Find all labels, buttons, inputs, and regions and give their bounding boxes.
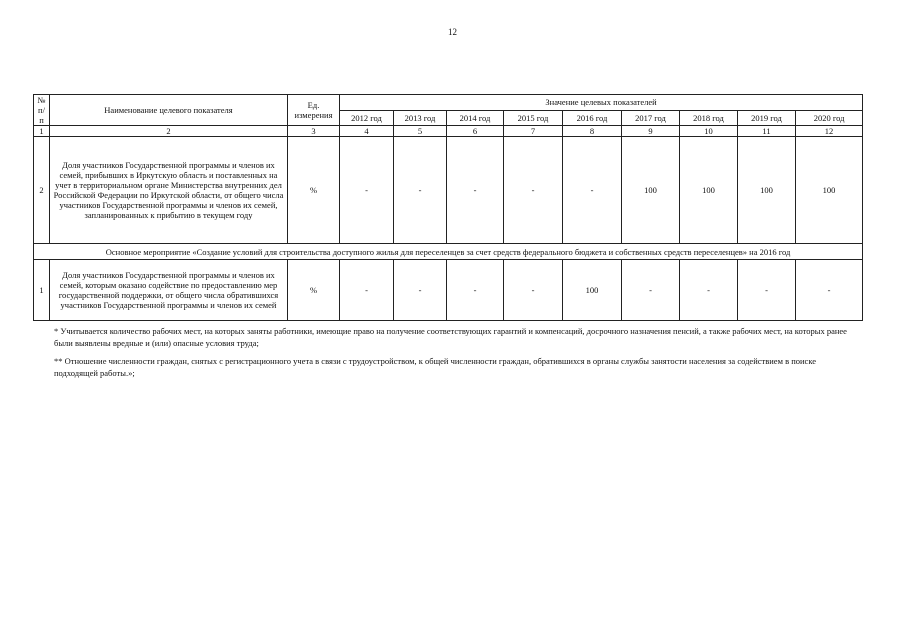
header-values-group: Значение целевых показателей: [340, 95, 863, 111]
footnote: ** Отношение численности граждан, снятых с регистрационного учета в связи с трудоустройством, к общей численности граждан, обратившихся в органы службы занятости населения за содействием в поиске подходящей работы.»;: [54, 356, 817, 378]
row-number: 2: [34, 137, 50, 244]
header-year: 2015 год: [504, 110, 563, 126]
column-number: 7: [504, 126, 563, 137]
column-number: 4: [340, 126, 394, 137]
indicator-value: -: [680, 260, 738, 321]
column-number: 1: [34, 126, 50, 137]
indicator-value: -: [340, 137, 394, 244]
header-year: 2012 год: [340, 110, 394, 126]
column-number: 5: [394, 126, 447, 137]
header-year: 2020 год: [796, 110, 863, 126]
indicator-value: -: [563, 137, 622, 244]
footnote: * Учитывается количество рабочих мест, на которых заняты работники, имеющие право на получение соответствующих гарантий и компенсаций, досрочного назначения пенсий, а также рабочих мест, на которых ранее были выявлены вредные и (или) опасные условия труда;: [54, 326, 847, 348]
column-number: 11: [738, 126, 796, 137]
header-year: 2016 год: [563, 110, 622, 126]
indicator-value: 100: [622, 137, 680, 244]
column-number: 2: [50, 126, 288, 137]
indicator-value: -: [340, 260, 394, 321]
header-year: 2013 год: [394, 110, 447, 126]
column-number: 9: [622, 126, 680, 137]
indicator-value: -: [796, 260, 863, 321]
header-unit: Ед. измерения: [288, 95, 340, 126]
indicator-value: -: [394, 260, 447, 321]
section-title-row: [34, 244, 863, 260]
header-year: 2019 год: [738, 110, 796, 126]
header-no: № п/п: [34, 95, 50, 126]
column-number-row: [34, 126, 863, 137]
indicator-unit: %: [288, 260, 340, 321]
indicator-name: Доля участников Государственной программы и членов их семей, которым оказано содействие по предоставлению мер государственной поддержки, от общего числа обратившихся участников Государственной программы и членов их семей: [50, 260, 288, 321]
row-number: 1: [34, 260, 50, 321]
column-number: 12: [796, 126, 863, 137]
header-row-1: [34, 95, 863, 111]
header-year: 2014 год: [447, 110, 504, 126]
header-year: 2017 год: [622, 110, 680, 126]
table-row: [34, 260, 863, 321]
indicator-value: -: [447, 137, 504, 244]
indicator-value: -: [504, 137, 563, 244]
indicator-value: 100: [796, 137, 863, 244]
column-number: 10: [680, 126, 738, 137]
indicator-name: Доля участников Государственной программы и членов их семей, прибывших в Иркутскую область и поставленных на учет в территориальном органе Министерства внутренних дел Российской Федерации по Иркутской области, от общего числа участников Государственной программы и членов их семей, запланированных к прибытию в текущем году: [50, 137, 288, 244]
footnotes: [54, 326, 849, 386]
indicator-value: 100: [738, 137, 796, 244]
indicator-value: -: [504, 260, 563, 321]
indicator-value: -: [394, 137, 447, 244]
page-number: 12: [448, 27, 457, 37]
indicator-value: -: [738, 260, 796, 321]
header-name: Наименование целевого показателя: [50, 95, 288, 126]
indicator-value: -: [622, 260, 680, 321]
section-title: Основное мероприятие «Создание условий для строительства доступного жилья для переселенцев за счет средств федерального бюджета и собственных средств переселенцев» на 2016 год: [34, 244, 863, 260]
column-number: 6: [447, 126, 504, 137]
indicator-value: -: [447, 260, 504, 321]
column-number: 3: [288, 126, 340, 137]
indicator-value: 100: [563, 260, 622, 321]
indicator-unit: %: [288, 137, 340, 244]
indicator-value: 100: [680, 137, 738, 244]
column-number: 8: [563, 126, 622, 137]
target-indicators-table: [33, 94, 863, 321]
table-row: [34, 137, 863, 244]
header-year: 2018 год: [680, 110, 738, 126]
